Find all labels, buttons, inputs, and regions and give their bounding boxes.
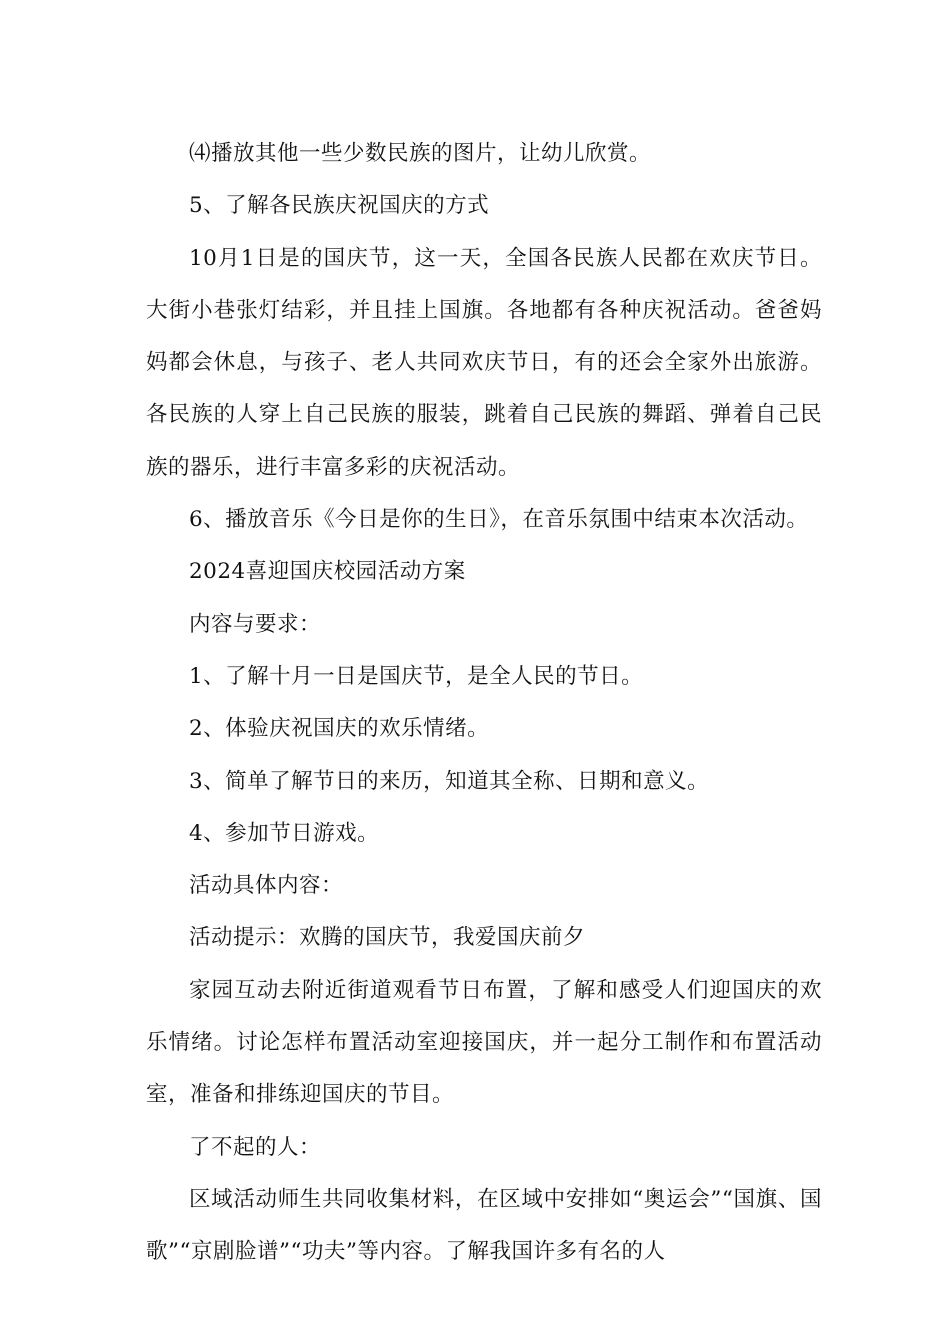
paragraph-2: 5、了解各民族庆祝国庆的方式: [189, 193, 490, 219]
document-body: [146, 128, 822, 1279]
list-item-2: 2、体验庆祝国庆的欢乐情绪。: [189, 716, 490, 742]
list-item-3: 3、简单了解节日的来历，知道其全称、日期和意义。: [189, 768, 710, 794]
paragraph-4: 6、播放音乐《今日是你的生日》，在音乐氛围中结束本次活动。: [189, 507, 809, 533]
paragraph-15: 区域活动师生共同收集材料，在区域中安排如“奥运会”“国旗、国歌”“京剧脸谱”“功夫”等内容。了解我国许多有名的人: [146, 1186, 822, 1265]
list-item-4: 4、参加节日游戏。: [189, 820, 380, 846]
paragraph-14: 了不起的人：: [189, 1134, 322, 1160]
list-item-1: 1、了解十月一日是国庆节，是全人民的节日。: [189, 663, 644, 689]
paragraph-3: 10月1日是的国庆节，这一天，全国各民族人民都在欢庆节日。大街小巷张灯结彩，并且挂上国旗。各地都有各种庆祝活动。爸爸妈妈都会休息，与孩子、老人共同欢庆节日，有的还会全家外出旅游。各民族的人穿上自己民族的服装，跳着自己民族的舞蹈、弹着自己民族的器乐，进行丰富多彩的庆祝活动。: [146, 245, 822, 480]
paragraph-13: 家园互动去附近街道观看节日布置，了解和感受人们迎国庆的欢乐情绪。讨论怎样布置活动室迎接国庆，并一起分工制作和布置活动室，准备和排练迎国庆的节目。: [146, 977, 822, 1108]
paragraph-12: 活动提示：欢腾的国庆节，我爱国庆前夕: [189, 925, 586, 951]
paragraph-6: 内容与要求：: [189, 611, 322, 637]
paragraph-11: 活动具体内容：: [189, 873, 344, 899]
paragraph-1: ⑷播放其他一些少数民族的图片，让幼儿欣赏。: [189, 141, 652, 166]
section-title: 2024喜迎国庆校园活动方案: [189, 559, 466, 585]
